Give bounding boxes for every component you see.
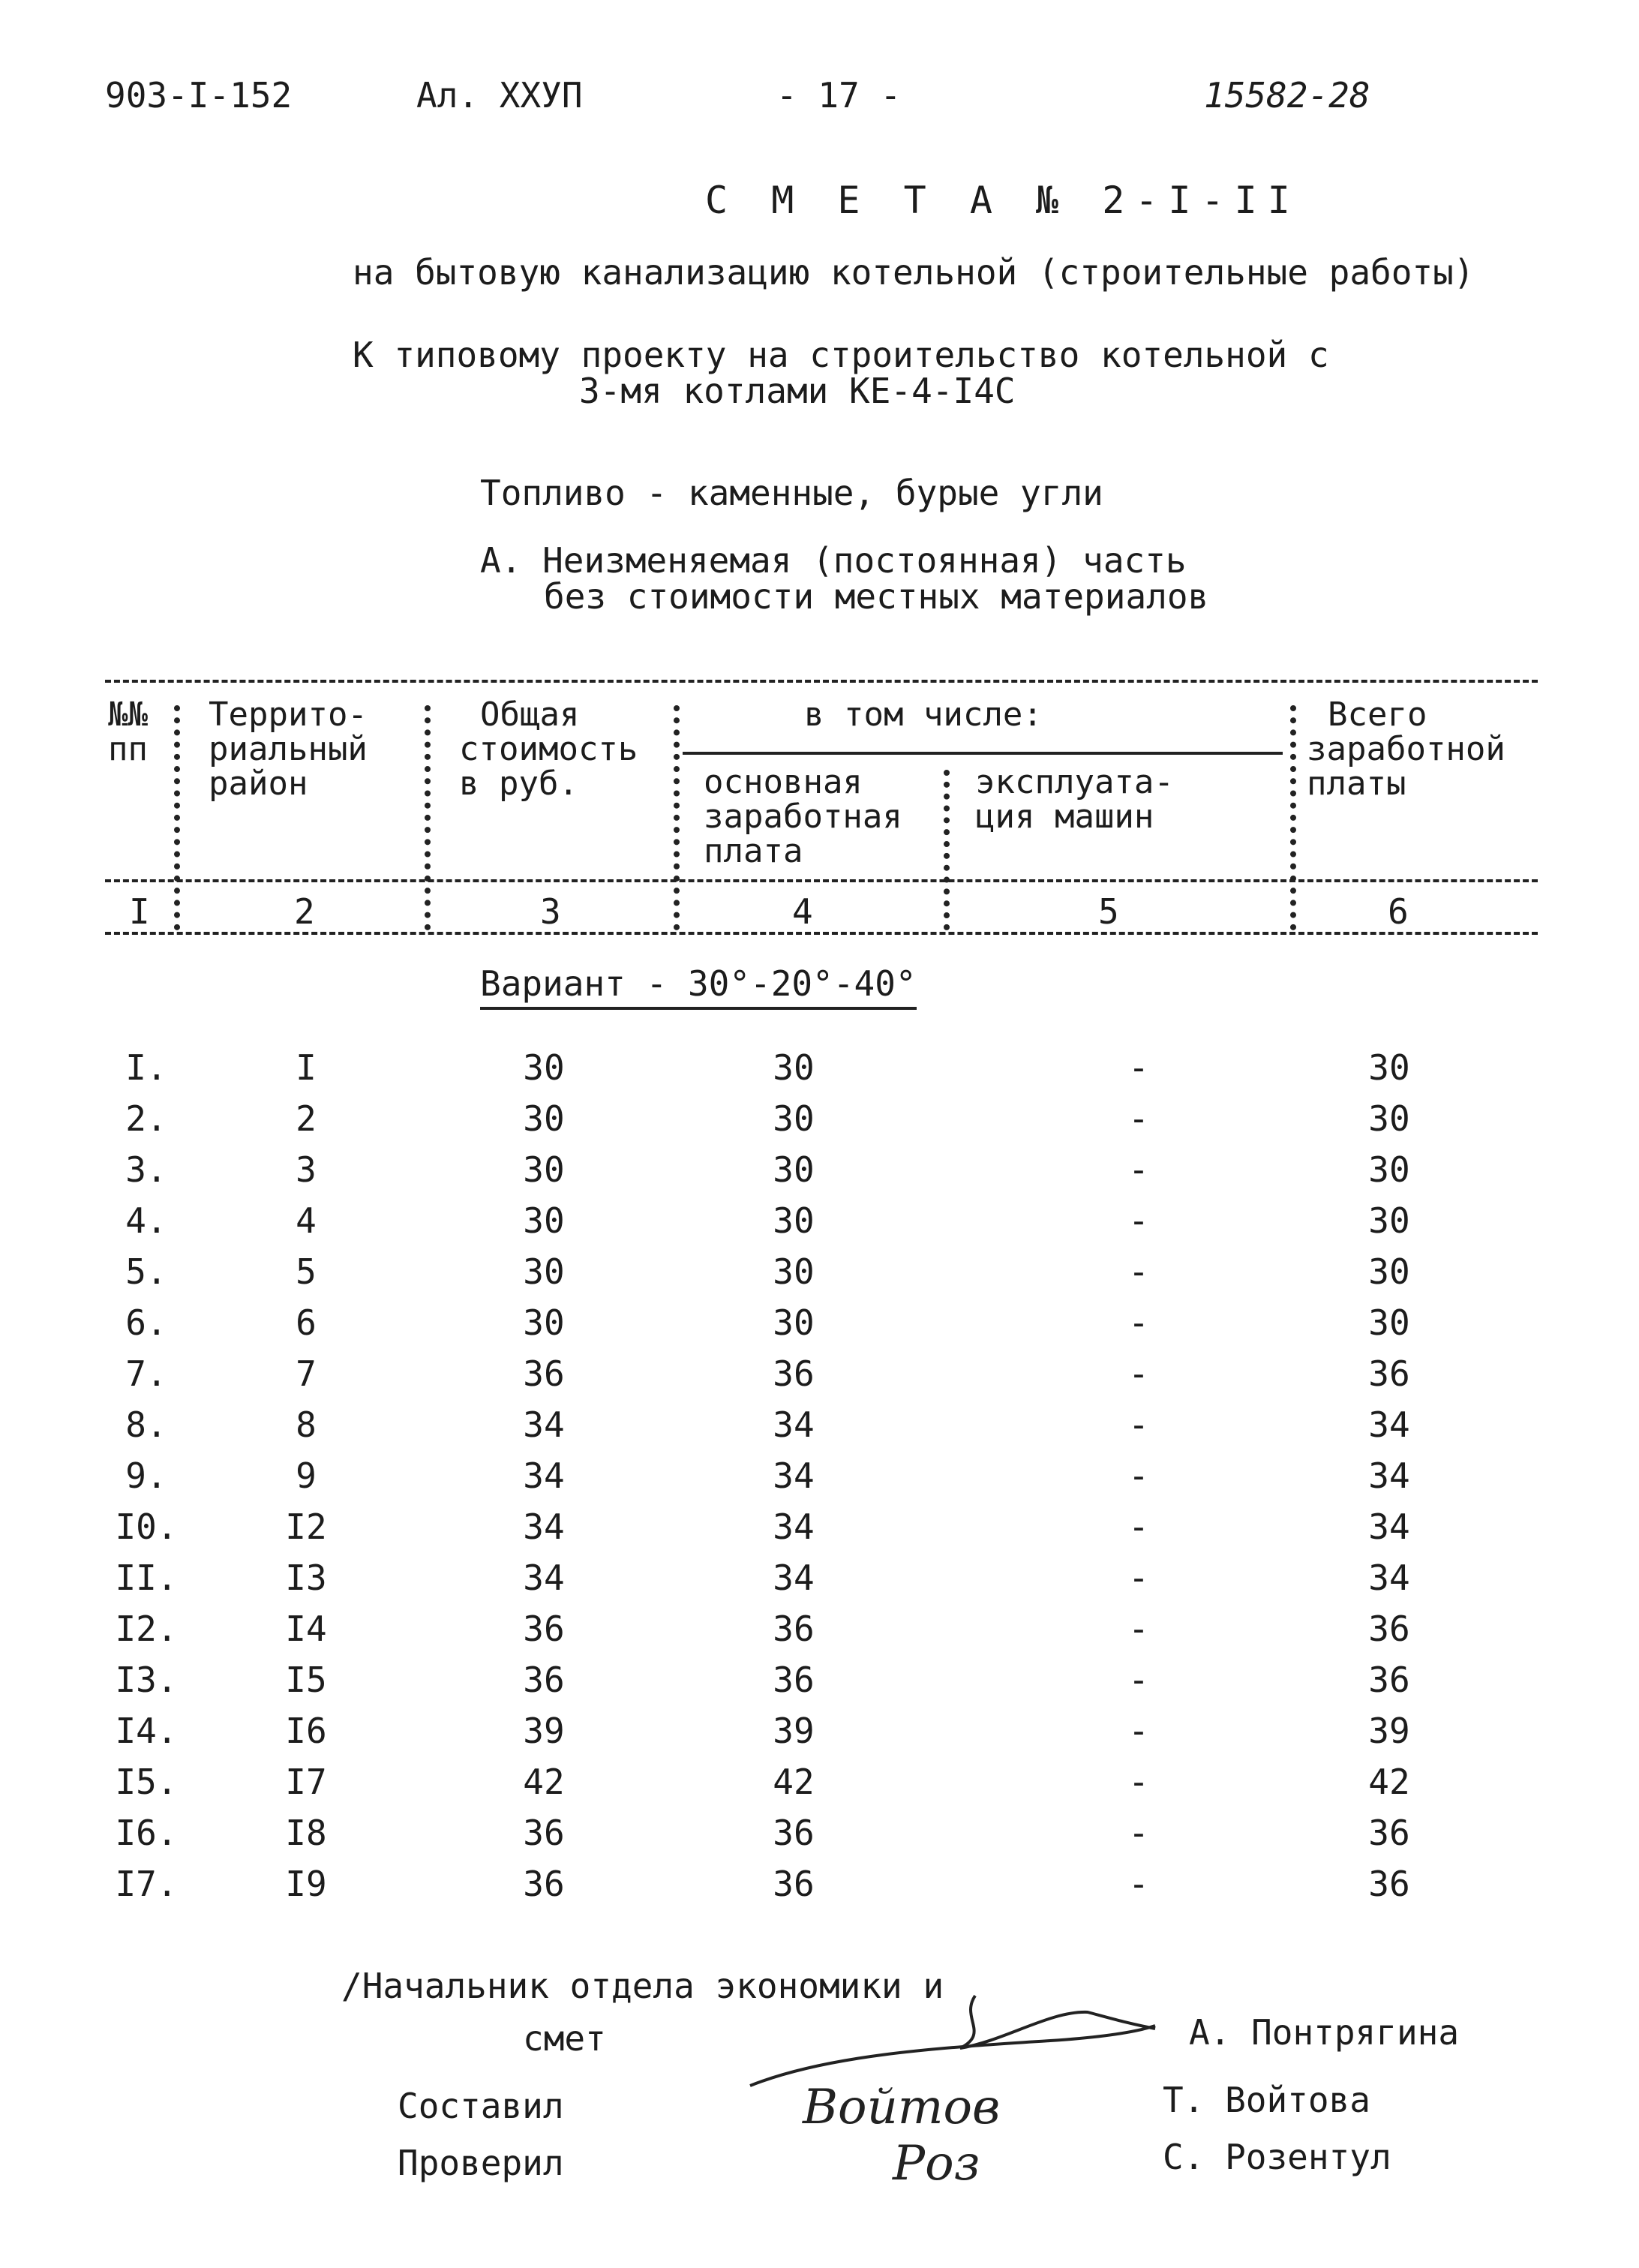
basic-wages-cell: 36	[773, 1353, 815, 1394]
page-number: - 17 -	[776, 75, 902, 116]
total-cost-cell: 36	[523, 1864, 565, 1904]
territory-cell: I8	[285, 1813, 327, 1853]
row-number: 3.	[125, 1149, 167, 1190]
row-number: 6.	[125, 1302, 167, 1343]
col-number-4: 4	[792, 891, 813, 932]
territory-cell: I4	[285, 1609, 327, 1649]
territory-cell: 8	[296, 1404, 317, 1445]
basic-wages-cell: 30	[773, 1098, 815, 1139]
total-cost-cell: 30	[523, 1200, 565, 1241]
machine-operation-cell: -	[1128, 1455, 1149, 1496]
total-cost-cell: 34	[523, 1506, 565, 1547]
territory-cell: 9	[296, 1455, 317, 1496]
total-cost-cell: 39	[523, 1711, 565, 1751]
head-title-line-2: смет	[523, 2018, 606, 2059]
total-wages-cell: 36	[1368, 1609, 1410, 1649]
machine-operation-cell: -	[1128, 1711, 1149, 1751]
total-cost-cell: 34	[523, 1455, 565, 1496]
signature-checked: Роз	[893, 2136, 980, 2191]
machine-operation-cell: -	[1128, 1404, 1149, 1445]
fuel-line: Топливо - каменные, бурые угли	[480, 473, 1103, 513]
row-number: II.	[115, 1558, 178, 1598]
basic-wages-cell: 34	[773, 1506, 815, 1547]
col-sep-5	[1290, 705, 1296, 930]
basic-wages-cell: 34	[773, 1404, 815, 1445]
signature-stroke-head	[750, 2026, 1155, 2086]
column-number-rule	[105, 932, 1538, 935]
head-name: А. Понтрягина	[1189, 2012, 1460, 2053]
total-cost-cell: 36	[523, 1660, 565, 1700]
row-number: I3.	[115, 1660, 178, 1700]
territory-cell: 6	[296, 1302, 317, 1343]
checked-name: С. Розентул	[1163, 2137, 1391, 2177]
total-cost-cell: 34	[523, 1558, 565, 1598]
basic-wages-cell: 36	[773, 1864, 815, 1904]
territory-cell: I9	[285, 1864, 327, 1904]
basic-wages-cell: 30	[773, 1200, 815, 1241]
machine-operation-cell: -	[1128, 1200, 1149, 1241]
handwritten-signatures	[735, 1966, 1185, 2191]
row-number: 5.	[125, 1251, 167, 1292]
signature-compiled: Войтов	[803, 2080, 1001, 2135]
territory-cell: 2	[296, 1098, 317, 1139]
col-sep-1	[174, 705, 180, 930]
total-wages-cell: 30	[1368, 1047, 1410, 1088]
machine-operation-cell: -	[1128, 1149, 1149, 1190]
col-sep-3	[674, 705, 680, 930]
territory-cell: I7	[285, 1762, 327, 1802]
territory-cell: I6	[285, 1711, 327, 1751]
header-bottom-rule	[105, 879, 1538, 882]
territory-cell: I2	[285, 1506, 327, 1547]
header-total-wages: Всего заработной платы	[1307, 695, 1505, 803]
machine-operation-cell: -	[1128, 1353, 1149, 1394]
basic-wages-cell: 30	[773, 1251, 815, 1292]
basic-wages-cell: 36	[773, 1609, 815, 1649]
head-title-line-1: /Начальник отдела экономики и	[341, 1966, 944, 2006]
row-number: I5.	[115, 1762, 178, 1802]
total-cost-cell: 30	[523, 1047, 565, 1088]
row-number: 9.	[125, 1455, 167, 1496]
total-wages-cell: 36	[1368, 1864, 1410, 1904]
basic-wages-cell: 39	[773, 1711, 815, 1751]
total-wages-cell: 30	[1368, 1302, 1410, 1343]
total-wages-cell: 42	[1368, 1762, 1410, 1802]
territory-cell: I3	[285, 1558, 327, 1598]
total-cost-cell: 36	[523, 1609, 565, 1649]
compiled-name: Т. Войтова	[1163, 2080, 1370, 2120]
album-number: Ал. XXУП	[416, 75, 583, 116]
machine-operation-cell: -	[1128, 1558, 1149, 1598]
machine-operation-cell: -	[1128, 1813, 1149, 1853]
header-machine-operation: эксплуата- ция машин	[975, 763, 1174, 836]
row-number: 7.	[125, 1353, 167, 1394]
estimate-title: С М Е Т А № 2-I-II	[705, 179, 1301, 222]
total-wages-cell: 30	[1368, 1098, 1410, 1139]
total-cost-cell: 36	[523, 1813, 565, 1853]
basic-wages-cell: 30	[773, 1149, 815, 1190]
registration-number: 15582-28	[1204, 75, 1370, 116]
territory-cell: 7	[296, 1353, 317, 1394]
row-number: I0.	[115, 1506, 178, 1547]
territory-cell: I5	[285, 1660, 327, 1700]
total-wages-cell: 39	[1368, 1711, 1410, 1751]
part-line-2: без стоимости местных материалов	[544, 576, 1209, 617]
col-sep-4	[944, 770, 950, 930]
header-territory: Террито- риальный район	[209, 695, 368, 803]
total-wages-cell: 34	[1368, 1404, 1410, 1445]
part-line-1: А. Неизменяемая (постоянная) часть	[480, 540, 1187, 581]
col-sep-2	[425, 705, 431, 930]
machine-operation-cell: -	[1128, 1864, 1149, 1904]
estimate-subtitle: на бытовую канализацию котельной (строительные работы)	[353, 252, 1475, 293]
territory-cell: 4	[296, 1200, 317, 1241]
basic-wages-cell: 30	[773, 1302, 815, 1343]
basic-wages-cell: 34	[773, 1455, 815, 1496]
total-cost-cell: 30	[523, 1149, 565, 1190]
variant-label: Вариант - 30°-20°-40°	[480, 963, 917, 1010]
machine-operation-cell: -	[1128, 1098, 1149, 1139]
col-number-1: I	[129, 891, 150, 932]
checked-label: Проверил	[398, 2143, 564, 2183]
row-number: I4.	[115, 1711, 178, 1751]
basic-wages-cell: 30	[773, 1047, 815, 1088]
basic-wages-cell: 36	[773, 1660, 815, 1700]
row-number: I.	[125, 1047, 167, 1088]
header-including: в том числе:	[804, 695, 1043, 734]
total-wages-cell: 30	[1368, 1149, 1410, 1190]
row-number: 4.	[125, 1200, 167, 1241]
row-number: 8.	[125, 1404, 167, 1445]
total-cost-cell: 34	[523, 1404, 565, 1445]
basic-wages-cell: 36	[773, 1813, 815, 1853]
total-wages-cell: 36	[1368, 1660, 1410, 1700]
machine-operation-cell: -	[1128, 1660, 1149, 1700]
row-number: I2.	[115, 1609, 178, 1649]
col-number-3: 3	[540, 891, 561, 932]
machine-operation-cell: -	[1128, 1251, 1149, 1292]
group-rule	[683, 752, 1283, 755]
total-wages-cell: 34	[1368, 1558, 1410, 1598]
col-number-2: 2	[294, 891, 315, 932]
total-cost-cell: 30	[523, 1098, 565, 1139]
machine-operation-cell: -	[1128, 1302, 1149, 1343]
header-number: №№ пп	[108, 695, 148, 768]
row-number: I6.	[115, 1813, 178, 1853]
total-wages-cell: 30	[1368, 1200, 1410, 1241]
machine-operation-cell: -	[1128, 1506, 1149, 1547]
territory-cell: 5	[296, 1251, 317, 1292]
machine-operation-cell: -	[1128, 1047, 1149, 1088]
total-wages-cell: 36	[1368, 1813, 1410, 1853]
header-total-cost: Общая стоимость в руб.	[459, 695, 638, 803]
row-number: I7.	[115, 1864, 178, 1904]
document-code: 903-I-152	[105, 75, 293, 116]
territory-cell: I	[296, 1047, 317, 1088]
col-number-5: 5	[1098, 891, 1119, 932]
territory-cell: 3	[296, 1149, 317, 1190]
basic-wages-cell: 34	[773, 1558, 815, 1598]
table-top-rule	[105, 680, 1538, 683]
machine-operation-cell: -	[1128, 1762, 1149, 1802]
project-line-2: 3-мя котлами КЕ-4-I4С	[579, 371, 1016, 411]
compiled-label: Составил	[398, 2086, 564, 2126]
total-wages-cell: 36	[1368, 1353, 1410, 1394]
project-line-1: К типовому проекту на строительство котельной с	[353, 335, 1329, 375]
col-number-6: 6	[1388, 891, 1409, 932]
header-basic-wages: основная заработная плата	[704, 763, 902, 870]
basic-wages-cell: 42	[773, 1762, 815, 1802]
total-wages-cell: 34	[1368, 1506, 1410, 1547]
machine-operation-cell: -	[1128, 1609, 1149, 1649]
total-cost-cell: 42	[523, 1762, 565, 1802]
row-number: 2.	[125, 1098, 167, 1139]
total-wages-cell: 34	[1368, 1455, 1410, 1496]
total-wages-cell: 30	[1368, 1251, 1410, 1292]
total-cost-cell: 30	[523, 1302, 565, 1343]
total-cost-cell: 36	[523, 1353, 565, 1394]
total-cost-cell: 30	[523, 1251, 565, 1292]
